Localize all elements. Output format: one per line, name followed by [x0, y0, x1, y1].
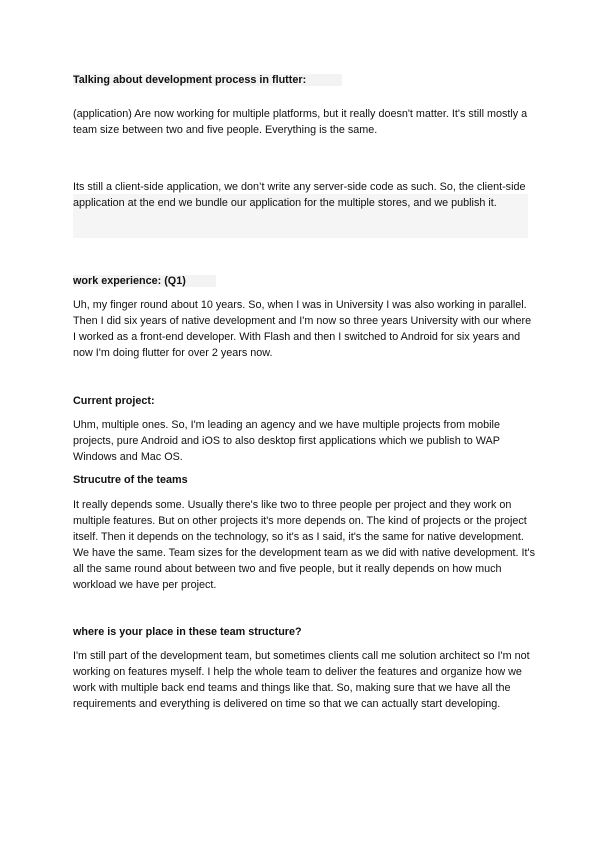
heading-team-structure: Strucutre of the teams — [73, 474, 188, 486]
heading-current-project: Current project: — [73, 395, 155, 407]
heading-development-process — [73, 72, 535, 88]
paragraph-team-structure: It really depends some. Usually there's like two to three people per project and they work on multiple features. But on other projects it's more depends on. The kind of projects or the project itself. Then it depends on the technology, so it's as I said, it's the same for native development. We have the same. Team sizes for the development team as we did with native development. It's all the same round about between two and five people, but it really depends on how much workload we have per project. — [73, 499, 535, 591]
heading-work-experience — [73, 273, 535, 289]
paragraph-development-process-2: Its still a client-side application, we don’t write any server-side code as such. So, the client-side application at the end we bundle our application for the multiple stores, and we publish it. — [73, 181, 526, 209]
paragraph-development-process-1: (application) Are now working for multiple platforms, but it really doesn't matter. It's still mostly a team size between two and five people. Everything is the same. — [73, 108, 528, 136]
heading-team-place: where is your place in these team structure? — [73, 626, 302, 638]
paragraph-team-place: I'm still part of the development team, but sometimes clients call me solution architect so I'm not working on features myself. I help the whole team to deliver the features and organize how we work with multiple back end teams and things like that. So, making sure that we have all the requirements and everything is delivered on time so that we can actually start developing. — [73, 650, 530, 710]
heading-text: Talking about development process in flutter: — [73, 74, 342, 86]
heading-text: work experience: (Q1) — [73, 275, 216, 287]
paragraph-work-experience: Uh, my finger round about 10 years. So, when I was in University I was also working in parallel. Then I did six years of native development and I'm now so three years University with our where I worked as a front-end developer. With Flash and then I switched to Android for six years and now I'm doing flutter for over 2 years now. — [73, 299, 532, 359]
paragraph-current-project: Uhm, multiple ones. So, I'm leading an agency and we have multiple projects from mobile projects, pure Android and iOS to also desktop first applications which we publish to WAP Windows and Mac OS. — [73, 419, 500, 463]
